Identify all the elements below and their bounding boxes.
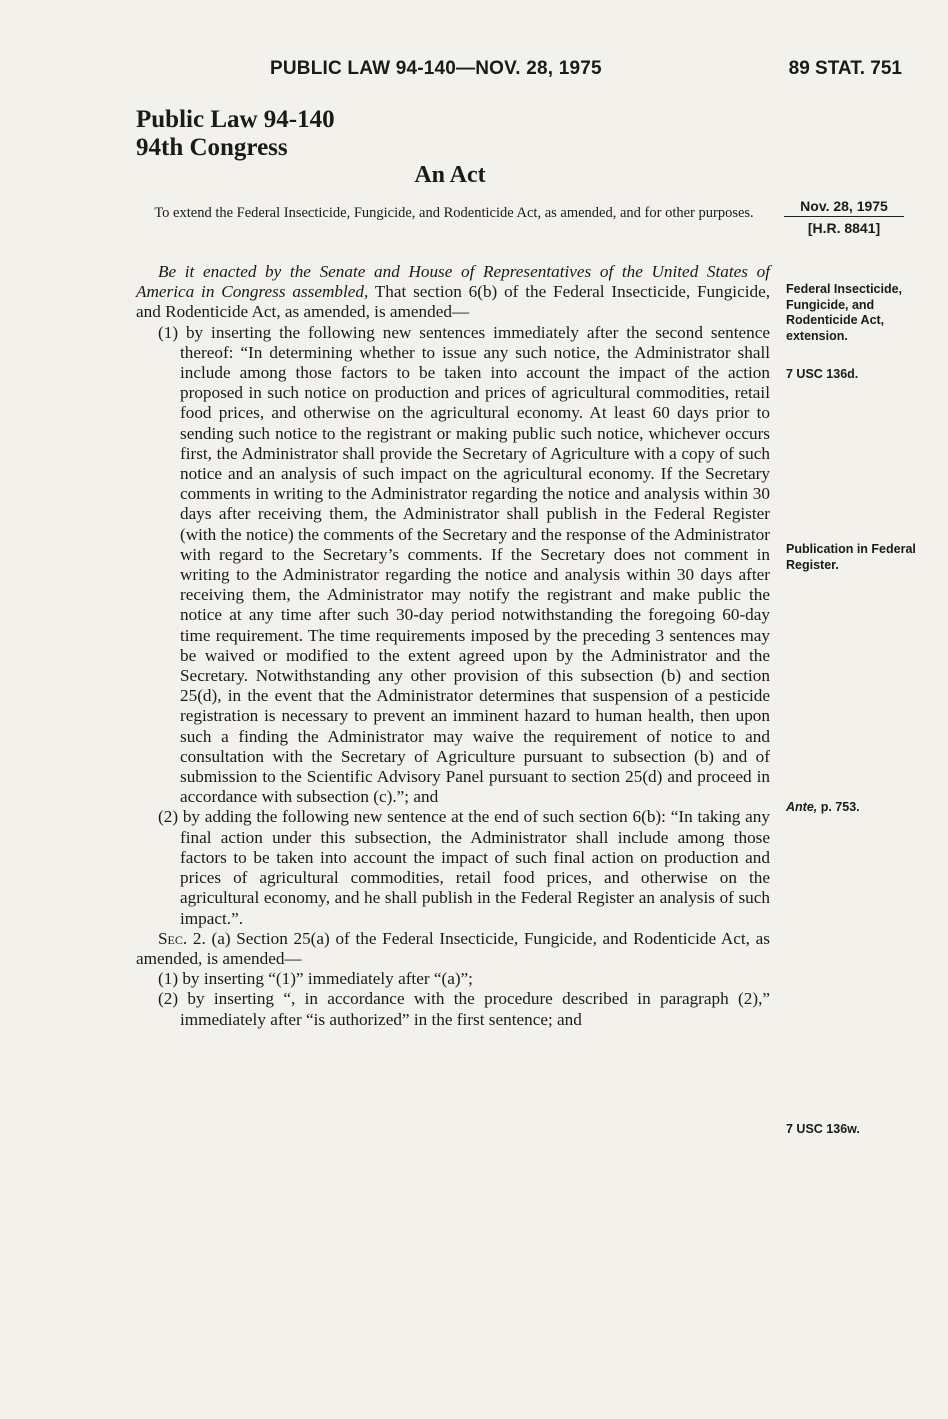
stat-citation: 89 STAT. 751 — [788, 58, 902, 79]
margin-date-block — [784, 198, 904, 236]
act-heading: An Act — [414, 162, 486, 188]
section2-text: (a) Section 25(a) of the Federal Insecticide, Fungicide, and Rodenticide Act, as amended, is amended— — [136, 928, 770, 968]
sidenote-publication: Publication in Federal Register. — [786, 542, 916, 572]
sidenote-ante-italic: Ante, — [786, 800, 818, 814]
congress-label: 94th Congress — [136, 134, 288, 161]
bill-number: [H.R. 8841] — [807, 220, 881, 236]
sidenote-ante — [786, 800, 936, 816]
enacting-formula: Be it enacted by the Senate and House of Representatives of the United States of America in Congress assembled, — [136, 262, 770, 302]
sidenote-usc-136w: 7 USC 136w. — [786, 1122, 860, 1136]
section2-clause2: (2) by inserting “, in accordance with the procedure described in paragraph (2),” immediately after “is authorized” in the first sentence; and — [158, 989, 770, 1029]
running-header — [0, 58, 948, 84]
law-identification — [136, 106, 335, 162]
section1-clause1: (1) by inserting the following new sentences immediately after the second sentence thereof: “In determining whether to issue any such notice, the Administrator shall include among those factors to be taken into account the impact of the action proposed in such notice on production and prices of agricultural commodities, retail food prices, and otherwise on the agricultural economy. At least 60 days prior to sending such notice to the registrant or making public such notice, whichever occurs first, the Administrator shall provide the Secretary of Agriculture with a copy of such notice and an analysis of such impact on the agricultural economy. If the Secretary comments in writing to the Administrator regarding the notice and analysis within 30 days after receiving them, the Administrator shall publish in the Federal Register (with the notice) the comments of the Secretary and the response of the Administrator with regard to the Secretary’s comments. If the Secretary does not comment in writing to the Administrator regarding the notice and analysis within 30 days after receiving them, the Administrator may notify the registrant and make public the notice at any time after such 30-day period notwithstanding the foregoing 60-day time requirement. The time requirements imposed by the preceding 3 sentences may be waived or modified to the extent agreed upon by the Administrator and the Secretary. Notwithstanding any other provision of this subsection (b) and section 25(d), in the event that the Administrator determines that suspension of a pesticide registration is necessary to prevent an imminent hazard to human health, then upon such a finding the Administrator may waive the requirement of notice to and consultation with the Secretary of Agriculture pursuant to subsection (b) and of submission to the Scientific Advisory Panel pursuant to section 25(d) and proceed in accordance with subsection (c).”; and — [158, 322, 770, 807]
enacting-clause — [136, 262, 770, 323]
law-number: Public Law 94-140 — [136, 106, 335, 133]
running-title: PUBLIC LAW 94-140—NOV. 28, 1975 — [270, 58, 602, 79]
enacting-text: That section 6(b) of the Federal Insecticide, Fungicide, and Rodenticide Act, as amended, is amended— — [136, 282, 771, 322]
section2-clause1: (1) by inserting “(1)” immediately after “(a)”; — [158, 969, 473, 989]
section1-clause2: (2) by adding the following new sentence at the end of such section 6(b): “In taking any final action under this subsection, the Administrator shall include among those factors to be taken into account the impact of such final action on production and prices of agricultural commodities, retail food prices, and otherwise on the agricultural economy, and he shall publish in the Federal Register an analysis of such impact.”. — [158, 807, 770, 928]
act-body — [136, 262, 770, 1030]
sidenote-usc-136d: 7 USC 136d. — [786, 367, 859, 381]
sidenote-ante-page: p. 753. — [817, 800, 860, 814]
act-purpose: To extend the Federal Insecticide, Fungicide, and Rodenticide Act, as amended, and for other purposes. — [154, 205, 754, 221]
sidenote-federal-act: Federal Insecticide, Fungicide, and Rodenticide Act, extension. — [786, 282, 903, 343]
section2-intro — [136, 929, 770, 969]
enactment-date: Nov. 28, 1975 — [784, 198, 904, 217]
section2-label: Sec. 2. — [158, 928, 206, 948]
